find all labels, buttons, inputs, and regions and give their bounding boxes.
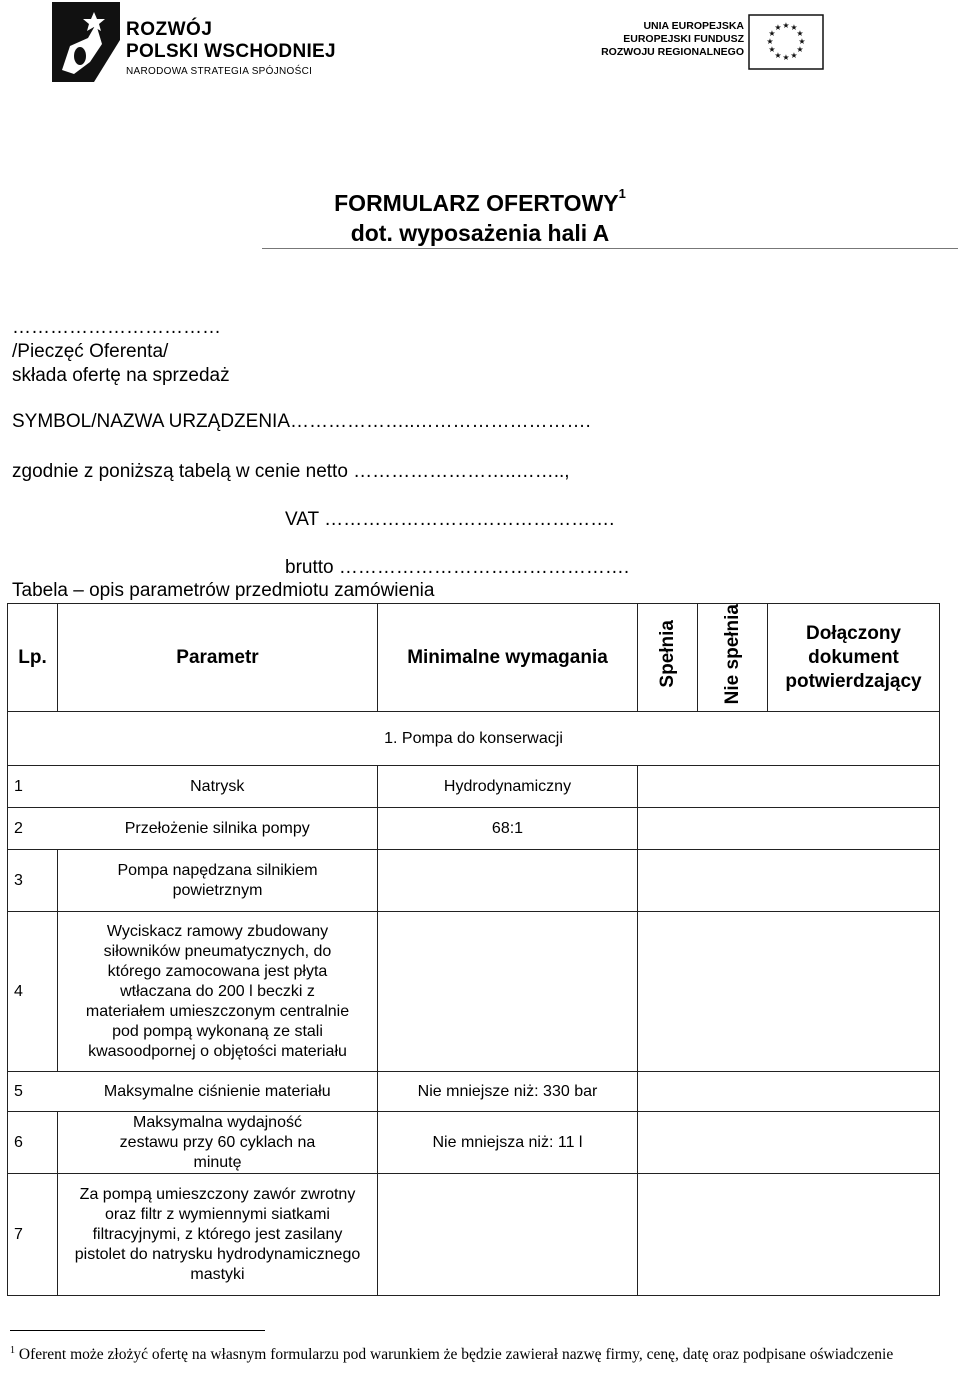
table-header-row <box>8 604 940 712</box>
svg-text:★: ★ <box>766 37 774 46</box>
row-requirement: Nie mniejsze niż: 330 bar <box>378 1072 638 1112</box>
rozwoj-emblem-icon <box>50 0 122 86</box>
row-parameter: Pompa napędzana silnikiem powietrznym <box>58 850 378 912</box>
eu-flag-icon <box>748 14 824 70</box>
table-caption: Tabela – opis parametrów przedmiotu zamówienia <box>12 580 435 601</box>
eu-line2: EUROPEJSKI FUNDUSZ <box>623 33 744 45</box>
svg-text:★: ★ <box>790 51 798 60</box>
eu-line3: ROZWOJU REGIONALNEGO <box>601 46 744 58</box>
gross-price-line: brutto ………………………………………. <box>285 557 630 578</box>
title-divider <box>262 248 958 249</box>
offer-text: składa ofertę na sprzedaż <box>12 365 230 386</box>
row-parameter: Za pompą umieszczony zawór zwrotny oraz filtr z wymiennymi siatkami filtracyjnymi, z którego jest zasilany pistolet do natrysku hydrodynamicznego mastyki <box>58 1174 378 1296</box>
row-parameter: Natrysk <box>58 766 378 808</box>
title-footnote-mark: 1 <box>618 186 626 202</box>
row-requirement: Hydrodynamiczny <box>378 766 638 808</box>
logo-left-line3: NARODOWA STRATEGIA SPÓJNOŚCI <box>126 66 313 77</box>
logo-left-line1: ROZWÓJ <box>126 19 213 40</box>
eu-logo <box>600 10 830 70</box>
row-answer-cell[interactable] <box>638 1112 940 1174</box>
header-not-meets <box>698 604 768 712</box>
section-title: 1. Pompa do konserwacji <box>8 712 940 766</box>
footnote <box>10 1341 940 1365</box>
row-requirement <box>378 912 638 1072</box>
row-requirement <box>378 1174 638 1296</box>
table-row <box>8 912 940 1072</box>
parameters-table <box>7 603 940 1296</box>
svg-text:★: ★ <box>774 23 782 32</box>
row-answer-cell[interactable] <box>638 850 940 912</box>
stamp-dots: …………………………… <box>12 317 221 338</box>
form-title-text: FORMULARZ OFERTOWY <box>334 190 619 216</box>
table-row <box>8 766 940 808</box>
svg-text:★: ★ <box>798 37 806 46</box>
header-document: Dołączony dokument potwierdzający <box>768 604 940 712</box>
table-row <box>8 850 940 912</box>
header-meets <box>638 604 698 712</box>
svg-text:★: ★ <box>790 23 798 32</box>
row-lp: 7 <box>8 1174 58 1296</box>
vat-line: VAT ………………………………………. <box>285 509 615 530</box>
table-row <box>8 808 940 850</box>
row-lp: 2 <box>8 808 58 850</box>
row-parameter: Maksymalna wydajność zestawu przy 60 cyklach na minutę <box>58 1112 378 1174</box>
row-answer-cell[interactable] <box>638 766 940 808</box>
header-lp: Lp. <box>8 604 58 712</box>
row-lp: 1 <box>8 766 58 808</box>
footnote-divider <box>10 1330 265 1331</box>
section-row <box>8 712 940 766</box>
row-answer-cell[interactable] <box>638 912 940 1072</box>
row-lp: 6 <box>8 1112 58 1174</box>
svg-text:★: ★ <box>782 53 790 62</box>
svg-text:★: ★ <box>796 45 804 54</box>
net-price-line: zgodnie z poniższą tabelą w cenie netto ……………………..…….., <box>12 461 570 482</box>
row-lp: 3 <box>8 850 58 912</box>
svg-text:★: ★ <box>782 21 790 30</box>
row-lp: 4 <box>8 912 58 1072</box>
header-meets-text: Spełnia <box>656 620 678 688</box>
form-title <box>0 186 960 217</box>
row-parameter: Przełożenie silnika pompy <box>58 808 378 850</box>
form-subtitle: dot. wyposażenia hali A <box>350 220 610 246</box>
svg-text:★: ★ <box>768 29 776 38</box>
table-row <box>8 1174 940 1296</box>
table-row <box>8 1112 940 1174</box>
svg-text:★: ★ <box>774 51 782 60</box>
row-requirement: 68:1 <box>378 808 638 850</box>
row-requirement <box>378 850 638 912</box>
stamp-label: /Pieczęć Oferenta/ <box>12 341 169 362</box>
device-name-line: SYMBOL/NAZWA URZĄDZENIA………………..………………………. <box>12 411 591 432</box>
row-parameter: Wyciskacz ramowy zbudowany siłowników pneumatycznych, do którego zamocowana jest płyta wtłaczana do 200 l beczki z materiałem umieszczonym centralnie pod pompą wykonaną ze stali kwasoodpornej o objętości materiału <box>58 912 378 1072</box>
header-parameter: Parametr <box>58 604 378 712</box>
header-not-meets-text: Nie spełnia <box>721 604 743 705</box>
footnote-mark: 1 <box>10 1345 15 1356</box>
row-lp: 5 <box>8 1072 58 1112</box>
eu-logo-text <box>601 20 744 59</box>
svg-text:★: ★ <box>768 45 776 54</box>
row-parameter: Maksymalne ciśnienie materiału <box>58 1072 378 1112</box>
svg-text:★: ★ <box>796 29 804 38</box>
logo-left-line2: POLSKI WSCHODNIEJ <box>126 41 336 62</box>
rozwoj-polski-wschodniej-logo <box>50 0 350 86</box>
eu-line1: UNIA EUROPEJSKA <box>643 20 744 32</box>
table-row <box>8 1072 940 1112</box>
row-requirement: Nie mniejsza niż: 11 l <box>378 1112 638 1174</box>
footnote-text: Oferent może złożyć ofertę na własnym formularzu pod warunkiem że będzie zawierał nazwę firmy, cenę, datę oraz podpisane oświadczenie <box>15 1346 894 1364</box>
row-answer-cell[interactable] <box>638 1072 940 1112</box>
row-answer-cell[interactable] <box>638 808 940 850</box>
row-answer-cell[interactable] <box>638 1174 940 1296</box>
header-requirements: Minimalne wymagania <box>378 604 638 712</box>
